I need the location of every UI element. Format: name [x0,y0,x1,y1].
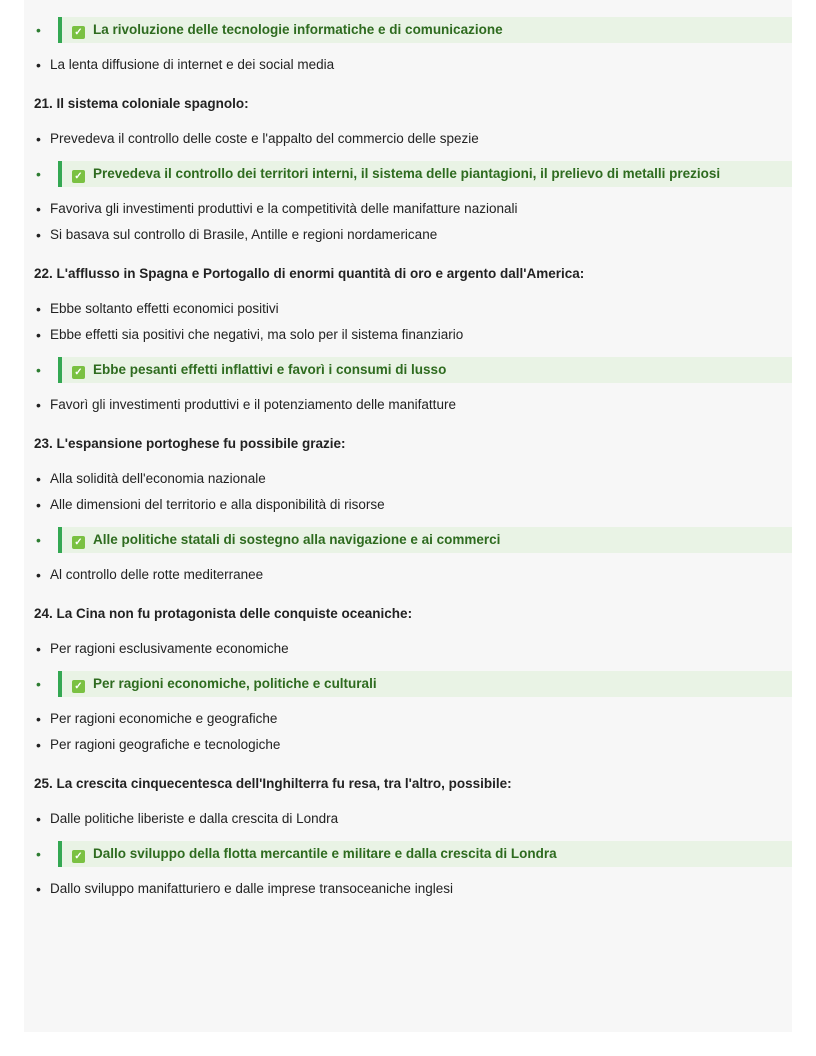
option-text: Prevedeva il controllo delle coste e l'appalto del commercio delle spezie [50,131,479,146]
option-text: Favorì gli investimenti produttivi e il potenziamento delle manifatture [50,397,456,412]
option-text: Alle dimensioni del territorio e alla disponibilità di risorse [50,497,385,512]
option-text: Per ragioni esclusivamente economiche [50,641,289,656]
question-25 [24,775,792,902]
question-title: 23. L'espansione portoghese fu possibile grazie: [34,436,346,451]
question-24 [24,605,792,758]
question-title: 25. La crescita cinquecentesca dell'Inghilterra fu resa, tra l'altro, possibile: [34,776,512,791]
option-text: Al controllo delle rotte mediterranee [50,567,264,582]
option-correct [24,156,792,192]
options-list [24,466,792,588]
checkmark-icon: ✓ [72,26,85,39]
question-title: 21. Il sistema coloniale spagnolo: [34,96,249,111]
question-title: 24. La Cina non fu protagonista delle conquiste oceaniche: [34,606,413,621]
option [24,636,792,662]
options-list [24,296,792,418]
option-text: La lenta diffusione di internet e dei social media [50,57,335,72]
option-text: Dallo sviluppo manifatturiero e dalle imprese transoceaniche inglesi [50,881,453,896]
option-text: Per ragioni economiche, politiche e culturali [93,676,377,691]
option-correct [24,666,792,702]
option-text: La rivoluzione delle tecnologie informatiche e di comunicazione [93,22,503,37]
option-text: Per ragioni economiche e geografiche [50,711,278,726]
option-correct [24,522,792,558]
option [24,392,792,418]
option-correct [24,12,792,48]
option [24,196,792,222]
option [24,52,792,78]
question-title: 22. L'afflusso in Spagna e Portogallo di enormi quantità di oro e argento dall'America: [34,266,585,281]
option-text: Ebbe effetti sia positivi che negativi, ma solo per il sistema finanziario [50,327,464,342]
option-text: Alle politiche statali di sostegno alla navigazione e ai commerci [93,532,501,547]
option-correct [24,352,792,388]
checkmark-icon: ✓ [72,536,85,549]
option-text: Ebbe soltanto effetti economici positivi [50,301,279,316]
option [24,876,792,902]
checkmark-icon: ✓ [72,366,85,379]
option [24,562,792,588]
checkmark-icon: ✓ [72,170,85,183]
option [24,706,792,732]
top-options-list [24,12,792,78]
option-text: Prevedeva il controllo dei territori interni, il sistema delle piantagioni, il prelievo di metalli preziosi [93,166,721,181]
option-text: Ebbe pesanti effetti inflattivi e favorì i consumi di lusso [93,362,447,377]
option [24,296,792,322]
option [24,222,792,248]
option-correct [24,836,792,872]
options-list [24,636,792,758]
question-22 [24,265,792,418]
quiz-page [24,0,792,1032]
option [24,322,792,348]
question-21 [24,95,792,248]
option-text: Per ragioni geografiche e tecnologiche [50,737,281,752]
option [24,732,792,758]
options-list [24,126,792,248]
question-23 [24,435,792,588]
option-text: Dallo sviluppo della flotta mercantile e militare e dalla crescita di Londra [93,846,557,861]
checkmark-icon: ✓ [72,850,85,863]
option-text: Dalle politiche liberiste e dalla crescita di Londra [50,811,339,826]
option-text: Favoriva gli investimenti produttivi e la competitività delle manifatture nazionali [50,201,518,216]
option [24,492,792,518]
checkmark-icon: ✓ [72,680,85,693]
option [24,466,792,492]
option-text: Si basava sul controllo di Brasile, Antille e regioni nordamericane [50,227,438,242]
option [24,126,792,152]
options-list [24,806,792,902]
option [24,806,792,832]
option-text: Alla solidità dell'economia nazionale [50,471,266,486]
